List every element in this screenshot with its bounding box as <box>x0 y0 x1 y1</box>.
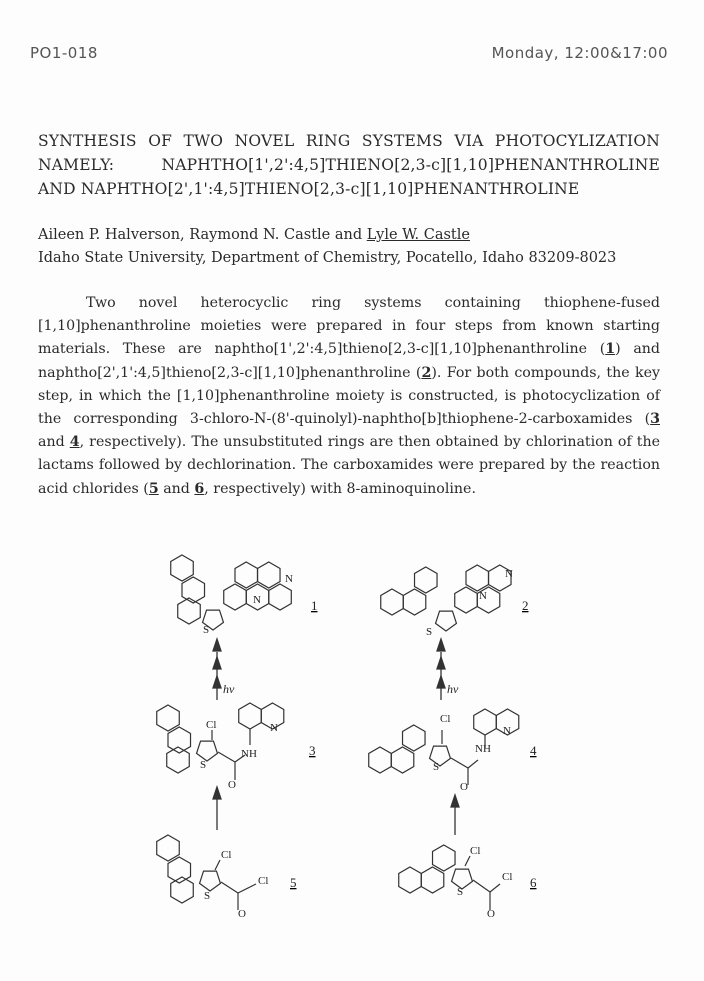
atom-label: N <box>253 594 261 606</box>
abstract-segment: ). For both compounds, the key step, in which the [1,10]phenanthroline moiety is constructed, is photocyclization of the corresponding 3-chloro-N-(8'-quinolyl)-naphtho[b]thiophene-2-carboxamides ( <box>38 364 660 428</box>
abstract-segment: and <box>158 480 195 497</box>
ring-hexagon <box>415 567 438 593</box>
atom-label: N <box>285 573 293 585</box>
schedule: Monday, 12:00&17:00 <box>491 44 668 62</box>
ring-thiophene <box>200 871 221 891</box>
structure-bonds <box>157 555 519 910</box>
ring-hexagon <box>167 747 190 773</box>
compound-label-6: 6 <box>530 875 537 890</box>
title-line-3: AND NAPHTHO[2',1':4,5]THIENO[2,3-c][1,10]PHENANTHROLINE <box>38 180 580 198</box>
atom-label: N <box>505 568 513 580</box>
authors: Aileen P. Halverson, Raymond N. Castle and <box>38 227 367 243</box>
abstract-segment: and <box>38 434 70 451</box>
atom-label: N <box>479 590 487 602</box>
atom-label: S <box>204 890 211 902</box>
arrow-head <box>213 639 221 651</box>
ring-hexagon <box>258 562 281 588</box>
ring-hexagon <box>381 589 404 615</box>
atom-label: Cl <box>206 719 217 731</box>
ring-thiophene <box>436 611 457 631</box>
ring-hexagon <box>224 584 247 610</box>
title-line-2b: NAPHTHO[1',2':4,5]THIENO[2,3-c][1,10]PHENANTHROLINE <box>161 156 660 174</box>
atom-label: O <box>238 908 246 920</box>
title-line-2a: NAMELY: <box>38 156 115 174</box>
atom-label: S <box>200 759 207 771</box>
abstract-segment: , respectively). The unsubstituted rings are then obtained by chlorination of the lactams followed by dechlorination. The carboxamides were prepared by the reaction acid chlorides ( <box>38 434 660 497</box>
bond <box>468 760 478 768</box>
ring-hexagon <box>157 705 180 731</box>
abstract-segment: ) and naphtho[2',1':4,5]thieno[2,3-c][1,10]phenanthroline ( <box>38 341 660 381</box>
atom-label: S <box>433 761 440 773</box>
bond <box>215 860 220 870</box>
abstract-segment: , respectively) with 8-aminoquinoline. <box>204 480 476 497</box>
ring-hexagon <box>171 555 194 581</box>
atom-label: S <box>426 626 433 638</box>
ring-hexagon <box>403 725 426 751</box>
bond <box>218 752 235 762</box>
compound-ref: 3 <box>650 411 660 428</box>
ring-hexagon <box>235 562 258 588</box>
hv-label: hν <box>223 682 235 696</box>
ring-hexagon <box>182 577 205 603</box>
atom-label: Cl <box>502 871 513 883</box>
abstract-code: PO1-018 <box>30 44 98 62</box>
ring-hexagon <box>168 727 191 753</box>
presenting-author: Lyle W. Castle <box>366 227 470 243</box>
ring-hexagon <box>474 709 497 735</box>
compound-ref: 5 <box>148 480 159 497</box>
compound-ref: 2 <box>421 364 432 381</box>
atom-label: N <box>503 725 511 737</box>
compound-label-4: 4 <box>530 743 537 758</box>
atom-label: O <box>228 779 236 791</box>
ring-hexagon <box>369 747 392 773</box>
compound-label-2: 2 <box>522 598 529 613</box>
ring-hexagon <box>178 598 201 624</box>
ring-hexagon <box>421 867 444 893</box>
compound-label-5: 5 <box>290 875 297 890</box>
atom-label: N <box>270 722 278 734</box>
ring-hexagon <box>433 845 456 871</box>
abstract-segment: Two novel heterocyclic ring systems containing thiophene-fused [1,10]phenanthroline moieties were prepared in four steps from known starting materials. These are naphtho[1',2':4,5]thieno[2,3-c][1,10]phenanthroline ( <box>38 295 660 358</box>
ring-hexagon <box>466 565 489 591</box>
ring-hexagon <box>399 867 422 893</box>
atom-label: Cl <box>440 713 451 725</box>
ring-hexagon <box>157 835 180 861</box>
atom-label: Cl <box>470 845 481 857</box>
bond <box>490 884 500 892</box>
ring-thiophene <box>197 741 218 761</box>
bond <box>465 856 470 866</box>
atom-label: S <box>203 624 210 636</box>
bond <box>451 758 468 768</box>
bond <box>473 880 490 892</box>
ring-hexagon <box>391 747 414 773</box>
hv-label: hν <box>447 682 459 696</box>
compound-ref: 1 <box>605 341 616 358</box>
ring-hexagon <box>403 589 426 615</box>
atom-label: S <box>457 886 464 898</box>
atom-label: O <box>487 908 495 920</box>
ring-hexagon <box>455 587 478 613</box>
compound-ref: 6 <box>194 480 205 497</box>
atom-label: Cl <box>258 875 269 887</box>
bond <box>238 884 256 893</box>
compound-label-1: 1 <box>311 598 318 613</box>
atom-label: O <box>460 781 468 793</box>
atom-label: NH <box>475 743 491 755</box>
atom-label: NH <box>241 748 257 760</box>
ring-hexagon <box>269 584 292 610</box>
compound-label-3: 3 <box>309 743 316 758</box>
atom-label: Cl <box>221 849 232 861</box>
compound-ref: 4 <box>69 434 80 451</box>
ring-hexagon <box>239 703 262 729</box>
title-line-1: SYNTHESIS OF TWO NOVEL RING SYSTEMS VIA PHOTOCYLIZATION <box>38 132 660 150</box>
bond <box>221 882 238 893</box>
affiliation: Idaho State University, Department of Chemistry, Pocatello, Idaho 83209-8023 <box>38 250 617 266</box>
